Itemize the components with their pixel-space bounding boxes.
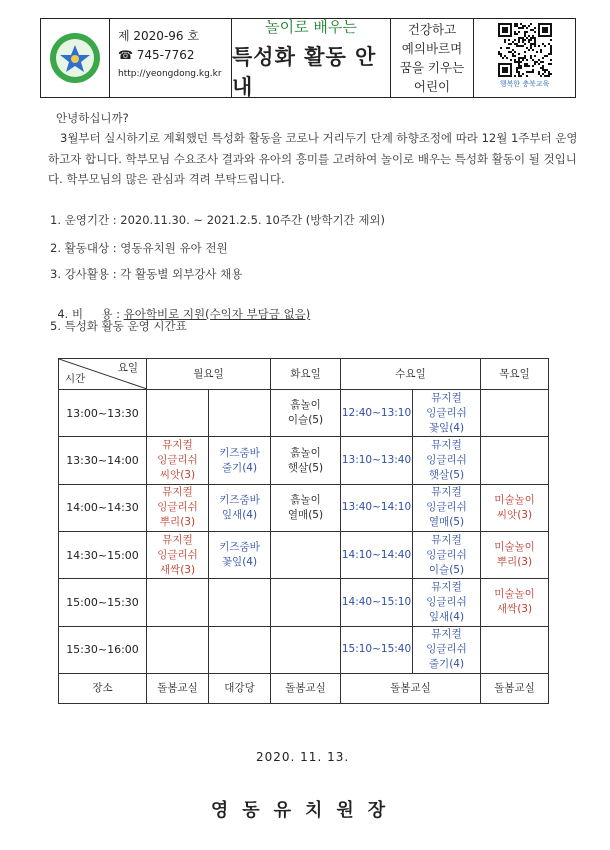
info-item-cost: 4. 비 용 : 유아학비로 지원(수익자 부담금 없음): [57, 307, 311, 321]
wed-time-cell: 14:10~14:40: [341, 531, 413, 578]
table-row: [59, 531, 549, 578]
info-item-schedule: 5. 특성화 활동 운영 시간표: [50, 319, 187, 333]
thu-art-cell: [481, 437, 549, 484]
mon-zumba-cell: [209, 579, 271, 626]
school-logo-icon: [48, 31, 102, 85]
wed-music-cell: 뮤지컬 잉글리쉬 햇살(5): [413, 437, 481, 484]
motto-line: 예의바르며: [401, 41, 463, 56]
place-wed: 돌봄교실: [341, 673, 481, 703]
thu-art-cell: 미술놀이 새싹(3): [481, 579, 549, 626]
table-header-row: [59, 359, 549, 390]
mon-zumba-cell: [209, 626, 271, 673]
time-cell: 14:30~15:00: [59, 531, 147, 578]
wed-time-cell: 13:10~13:40: [341, 437, 413, 484]
mon-music-cell: [147, 579, 209, 626]
place-mon2: 대강당: [209, 673, 271, 703]
thu-art-cell: 미술놀이 씨앗(3): [481, 484, 549, 531]
mon-music-cell: 뮤지컬 잉글리쉬 새싹(3): [147, 531, 209, 578]
doc-date: 2020. 11. 13.: [256, 750, 350, 764]
title-block: [232, 19, 391, 97]
info-item-target: 2. 활동대상 : 영동유치원 유아 전원: [50, 241, 228, 255]
time-cell: 15:30~16:00: [59, 626, 147, 673]
time-cell: 13:30~14:00: [59, 437, 147, 484]
place-row: [59, 673, 549, 703]
tue-clay-cell: 흙놀이 열매(5): [271, 484, 341, 531]
day-header-tue: 화요일: [271, 359, 341, 390]
wed-music-cell: 뮤지컬 잉글리쉬 줄기(4): [413, 626, 481, 673]
school-logo: [41, 19, 110, 97]
mon-zumba-cell: 키즈줌바 꽃잎(4): [209, 531, 271, 578]
wed-time-cell: 12:40~13:10: [341, 390, 413, 437]
table-row: [59, 579, 549, 626]
table-row: [59, 390, 549, 437]
corner-cell: 요일 시간: [59, 359, 147, 390]
tue-clay-cell: [271, 579, 341, 626]
place-label: 장소: [59, 673, 147, 703]
motto-line: 건강하고: [407, 22, 457, 37]
contact-block: [110, 19, 232, 97]
greeting: 안녕하십니까?: [56, 111, 129, 125]
tue-clay-cell: 흙놀이 이슬(5): [271, 390, 341, 437]
mon-zumba-cell: 키즈줌바 잎새(4): [209, 484, 271, 531]
place-thu: 돌봄교실: [481, 673, 549, 703]
mon-zumba-cell: 키즈줌바 줄기(4): [209, 437, 271, 484]
tue-clay-cell: [271, 626, 341, 673]
place-mon1: 돌봄교실: [147, 673, 209, 703]
mon-zumba-cell: [209, 390, 271, 437]
day-header-mon: 월요일: [147, 359, 271, 390]
doc-title: 특성화 활동 안내: [232, 44, 377, 99]
info-item-instructor: 3. 강사활용 : 각 활동별 외부강사 채용: [50, 267, 243, 281]
signature: 영동유치원장: [210, 800, 400, 821]
schedule-table: [58, 358, 549, 704]
table-row: [59, 626, 549, 673]
qr-code-icon[interactable]: [498, 23, 552, 77]
motto-line: 꿈을 키우는: [399, 60, 465, 75]
place-tue: 돌봄교실: [271, 673, 341, 703]
wed-music-cell: 뮤지컬 잉글리쉬 열매(5): [413, 484, 481, 531]
table-row: [59, 437, 549, 484]
thu-art-cell: [481, 390, 549, 437]
day-header-thu: 목요일: [481, 359, 549, 390]
wed-music-cell: 뮤지컬 잉글리쉬 이슬(5): [413, 531, 481, 578]
tue-clay-cell: 흙놀이 햇살(5): [271, 437, 341, 484]
time-cell: 14:00~14:30: [59, 484, 147, 531]
motto-block: [391, 19, 474, 97]
intro-paragraph: 3월부터 실시하기로 계획했던 특성화 활동을 코로나 거리두기 단계 하향조정에 따라 12월 1주부터 운영하고자 합니다. 학부모님 수요조사 결과와 유아의 흥미를 고려하여 놀이로 배우는 특성화 활동이 될 것입니다. 학부모님의 많은 관심과 격려 부탁드립니다.: [48, 131, 578, 186]
mon-music-cell: [147, 390, 209, 437]
info-item-period: 1. 운영기간 : 2020.11.30. ~ 2021.2.5. 10주간 (방학기간 제외): [50, 213, 386, 227]
school-url[interactable]: http://yeongdong.kg.kr: [118, 69, 222, 79]
wed-time-cell: 14:40~15:10: [341, 579, 413, 626]
mon-music-cell: [147, 626, 209, 673]
thu-art-cell: [481, 626, 549, 673]
day-header-wed: 수요일: [341, 359, 481, 390]
wed-music-cell: 뮤지컬 잉글리쉬 꽃잎(4): [413, 390, 481, 437]
time-cell: 15:00~15:30: [59, 579, 147, 626]
time-cell: 13:00~13:30: [59, 390, 147, 437]
education-brand: 행복한 충북교육: [499, 80, 550, 88]
mon-music-cell: 뮤지컬 잉글리쉬 씨앗(3): [147, 437, 209, 484]
doc-number: 제 2020-96 호: [118, 29, 199, 43]
wed-time-cell: 13:40~14:10: [341, 484, 413, 531]
tue-clay-cell: [271, 531, 341, 578]
qr-block: [474, 19, 575, 97]
mon-music-cell: 뮤지컬 잉글리쉬 뿌리(3): [147, 484, 209, 531]
doc-subtitle: 놀이로 배우는: [265, 17, 357, 36]
letterhead: [40, 18, 576, 98]
phone-number: ☎ 745-7762: [118, 48, 195, 62]
wed-music-cell: 뮤지컬 잉글리쉬 잎새(4): [413, 579, 481, 626]
motto-line: 어린이: [413, 79, 451, 94]
wed-time-cell: 15:10~15:40: [341, 626, 413, 673]
thu-art-cell: 미술놀이 뿌리(3): [481, 531, 549, 578]
table-row: [59, 484, 549, 531]
